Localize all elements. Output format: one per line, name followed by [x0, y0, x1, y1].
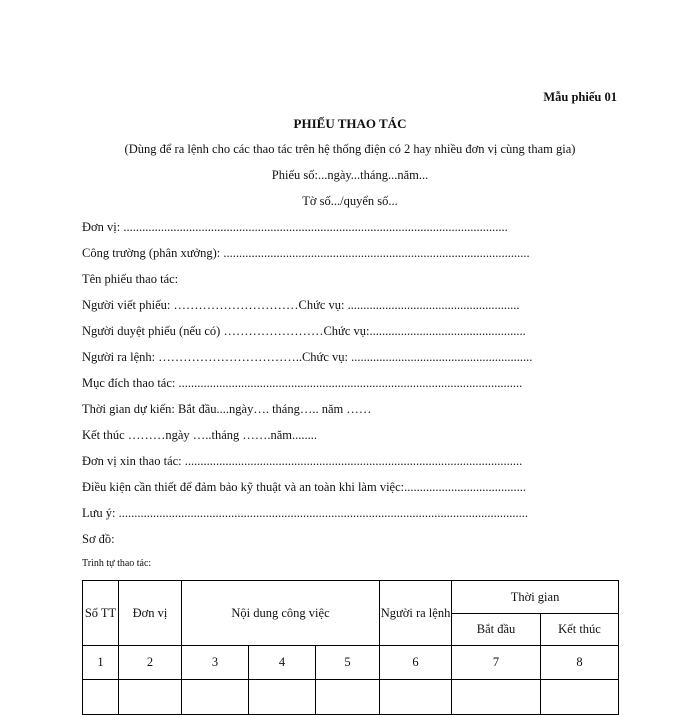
document-subtitle: (Dùng để ra lệnh cho các thao tác trên hệ thống điện có 2 hay nhiều đơn vị cùng tham gia) [124, 142, 576, 156]
field-don-vi: Đơn vị: ........................................................................................................................... [82, 220, 508, 234]
table-cell [452, 680, 541, 715]
field-luu-y: Lưu ý: ................................................................................................................................... [82, 506, 529, 520]
field-so-do: Sơ đồ: [82, 532, 115, 546]
header-thoi-gian: Thời gian [452, 581, 619, 614]
field-ten-phieu: Tên phiếu thao tác: [82, 272, 179, 286]
column-number: 7 [452, 646, 541, 680]
header-bat-dau: Bắt đầu [452, 614, 541, 646]
field-cong-truong: Công trường (phân xưởng): .................................................................................................. [82, 246, 530, 260]
column-number: 4 [249, 646, 316, 680]
column-number: 5 [316, 646, 380, 680]
field-ket-thuc: Kết thúc ………ngày …..tháng …….năm........ [82, 428, 318, 442]
field-thoi-gian-du-kien: Thời gian dự kiến: Bắt đầu....ngày…. tháng….. năm …… [82, 402, 372, 416]
table-header-row [83, 581, 619, 614]
field-nguoi-duyet-phieu: Người duyệt phiếu (nếu có) ……………………Chức vụ:.................................................. [82, 324, 526, 338]
column-number: 1 [83, 646, 119, 680]
form-code: Mẫu phiếu 01 [543, 90, 617, 104]
sheet-number-line: Tờ số.../quyển số... [302, 194, 398, 208]
field-don-vi-xin-thao-tac: Đơn vị xin thao tác: ............................................................................................................ [82, 454, 523, 468]
header-stt: Số TT [83, 581, 119, 646]
ticket-number-line: Phiếu số:...ngày...tháng...năm... [271, 168, 429, 182]
table-cell [380, 680, 452, 715]
header-don-vi: Đơn vị [119, 581, 182, 646]
header-noi-dung-cong-viec: Nội dung công việc [182, 581, 380, 646]
field-dieu-kien: Điều kiện cần thiết để đảm bảo kỹ thuật và an toàn khi làm việc:....................................... [82, 480, 526, 494]
header-ket-thuc: Kết thúc [541, 614, 619, 646]
document-title: PHIẾU THAO TÁC [293, 116, 407, 131]
table-row [83, 680, 619, 715]
column-number: 6 [380, 646, 452, 680]
field-muc-dich: Mục đích thao tác: .............................................................................................................. [82, 376, 523, 390]
table-cell [182, 680, 249, 715]
table-cell [119, 680, 182, 715]
column-number: 2 [119, 646, 182, 680]
table-cell [83, 680, 119, 715]
column-number: 3 [182, 646, 249, 680]
field-nguoi-viet-phieu: Người viết phiếu: …………………………Chức vụ: ....................................................... [82, 298, 520, 312]
table-cell [541, 680, 619, 715]
operation-order-title: Trình tự thao tác: [82, 558, 152, 569]
operation-table [82, 580, 619, 715]
header-nguoi-ra-lenh: Người ra lệnh [380, 581, 452, 646]
table-column-number-row [83, 646, 619, 680]
field-nguoi-ra-lenh: Người ra lệnh: ……………………………..Chức vụ: .......................................................... [82, 350, 533, 364]
column-number: 8 [541, 646, 619, 680]
table-cell [316, 680, 380, 715]
table-cell [249, 680, 316, 715]
